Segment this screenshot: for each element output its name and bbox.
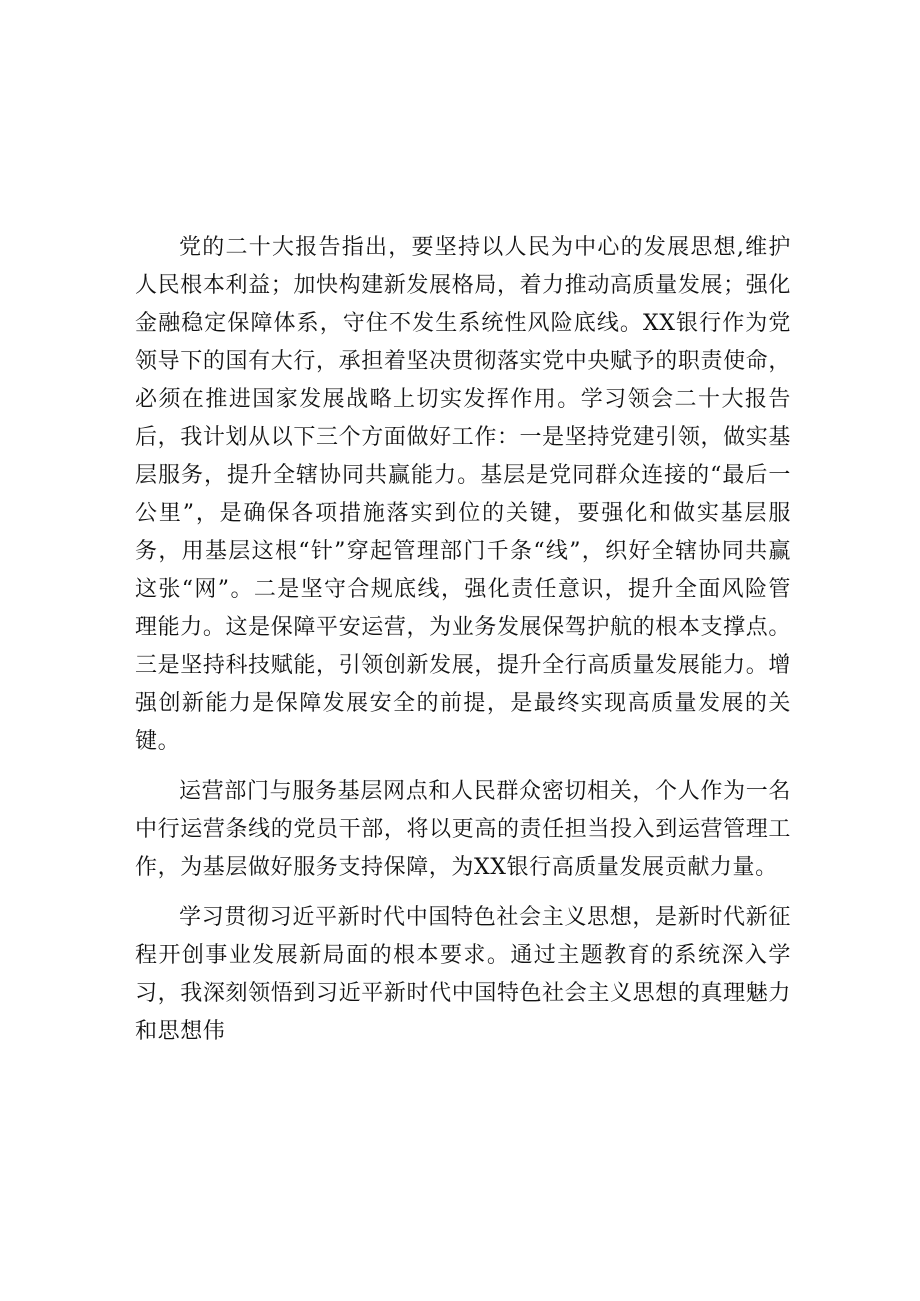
document-body: [135, 229, 791, 1063]
paragraph-3: 学习贯彻习近平新时代中国特色社会主义思想，是新时代新征程开创事业发展新局面的根本要求。通过主题教育的系统深入学习，我深刻领悟到习近平新时代中国特色社会主义思想的真理魅力和思想伟: [135, 905, 791, 1044]
paragraph-1: 党的二十大报告指出，要坚持以人民为中心的发展思想,维护人民根本利益；加快构建新发展格局，着力推动高质量发展；强化金融稳定保障体系，守住不发生系统性风险底线。XX银行作为党领导下的国有大行，承担着坚决贯彻落实党中央赋予的职责使命，必须在推进国家发展战略上切实发挥作用。学习领会二十大报告后，我计划从以下三个方面做好工作：一是坚持党建引领，做实基层服务，提升全辖协同共赢能力。基层是党同群众连接的“最后一公里”，是确保各项措施落实到位的关键，要强化和做实基层服务，用基层这根“针”穿起管理部门千条“线”，织好全辖协同共赢这张“网”。二是坚守合规底线，强化责任意识，提升全面风险管理能力。这是保障平安运营，为业务发展保驾护航的根本支撑点。三是坚持科技赋能，引领创新发展，提升全行高质量发展能力。增强创新能力是保障发展安全的前提，是最终实现高质量发展的关键。: [135, 235, 791, 754]
paragraph-2: 运营部门与服务基层网点和人民群众密切相关，个人作为一名中行运营条线的党员干部，将以更高的责任担当投入到运营管理工作，为基层做好服务支持保障，为XX银行高质量发展贡献力量。: [135, 779, 791, 880]
